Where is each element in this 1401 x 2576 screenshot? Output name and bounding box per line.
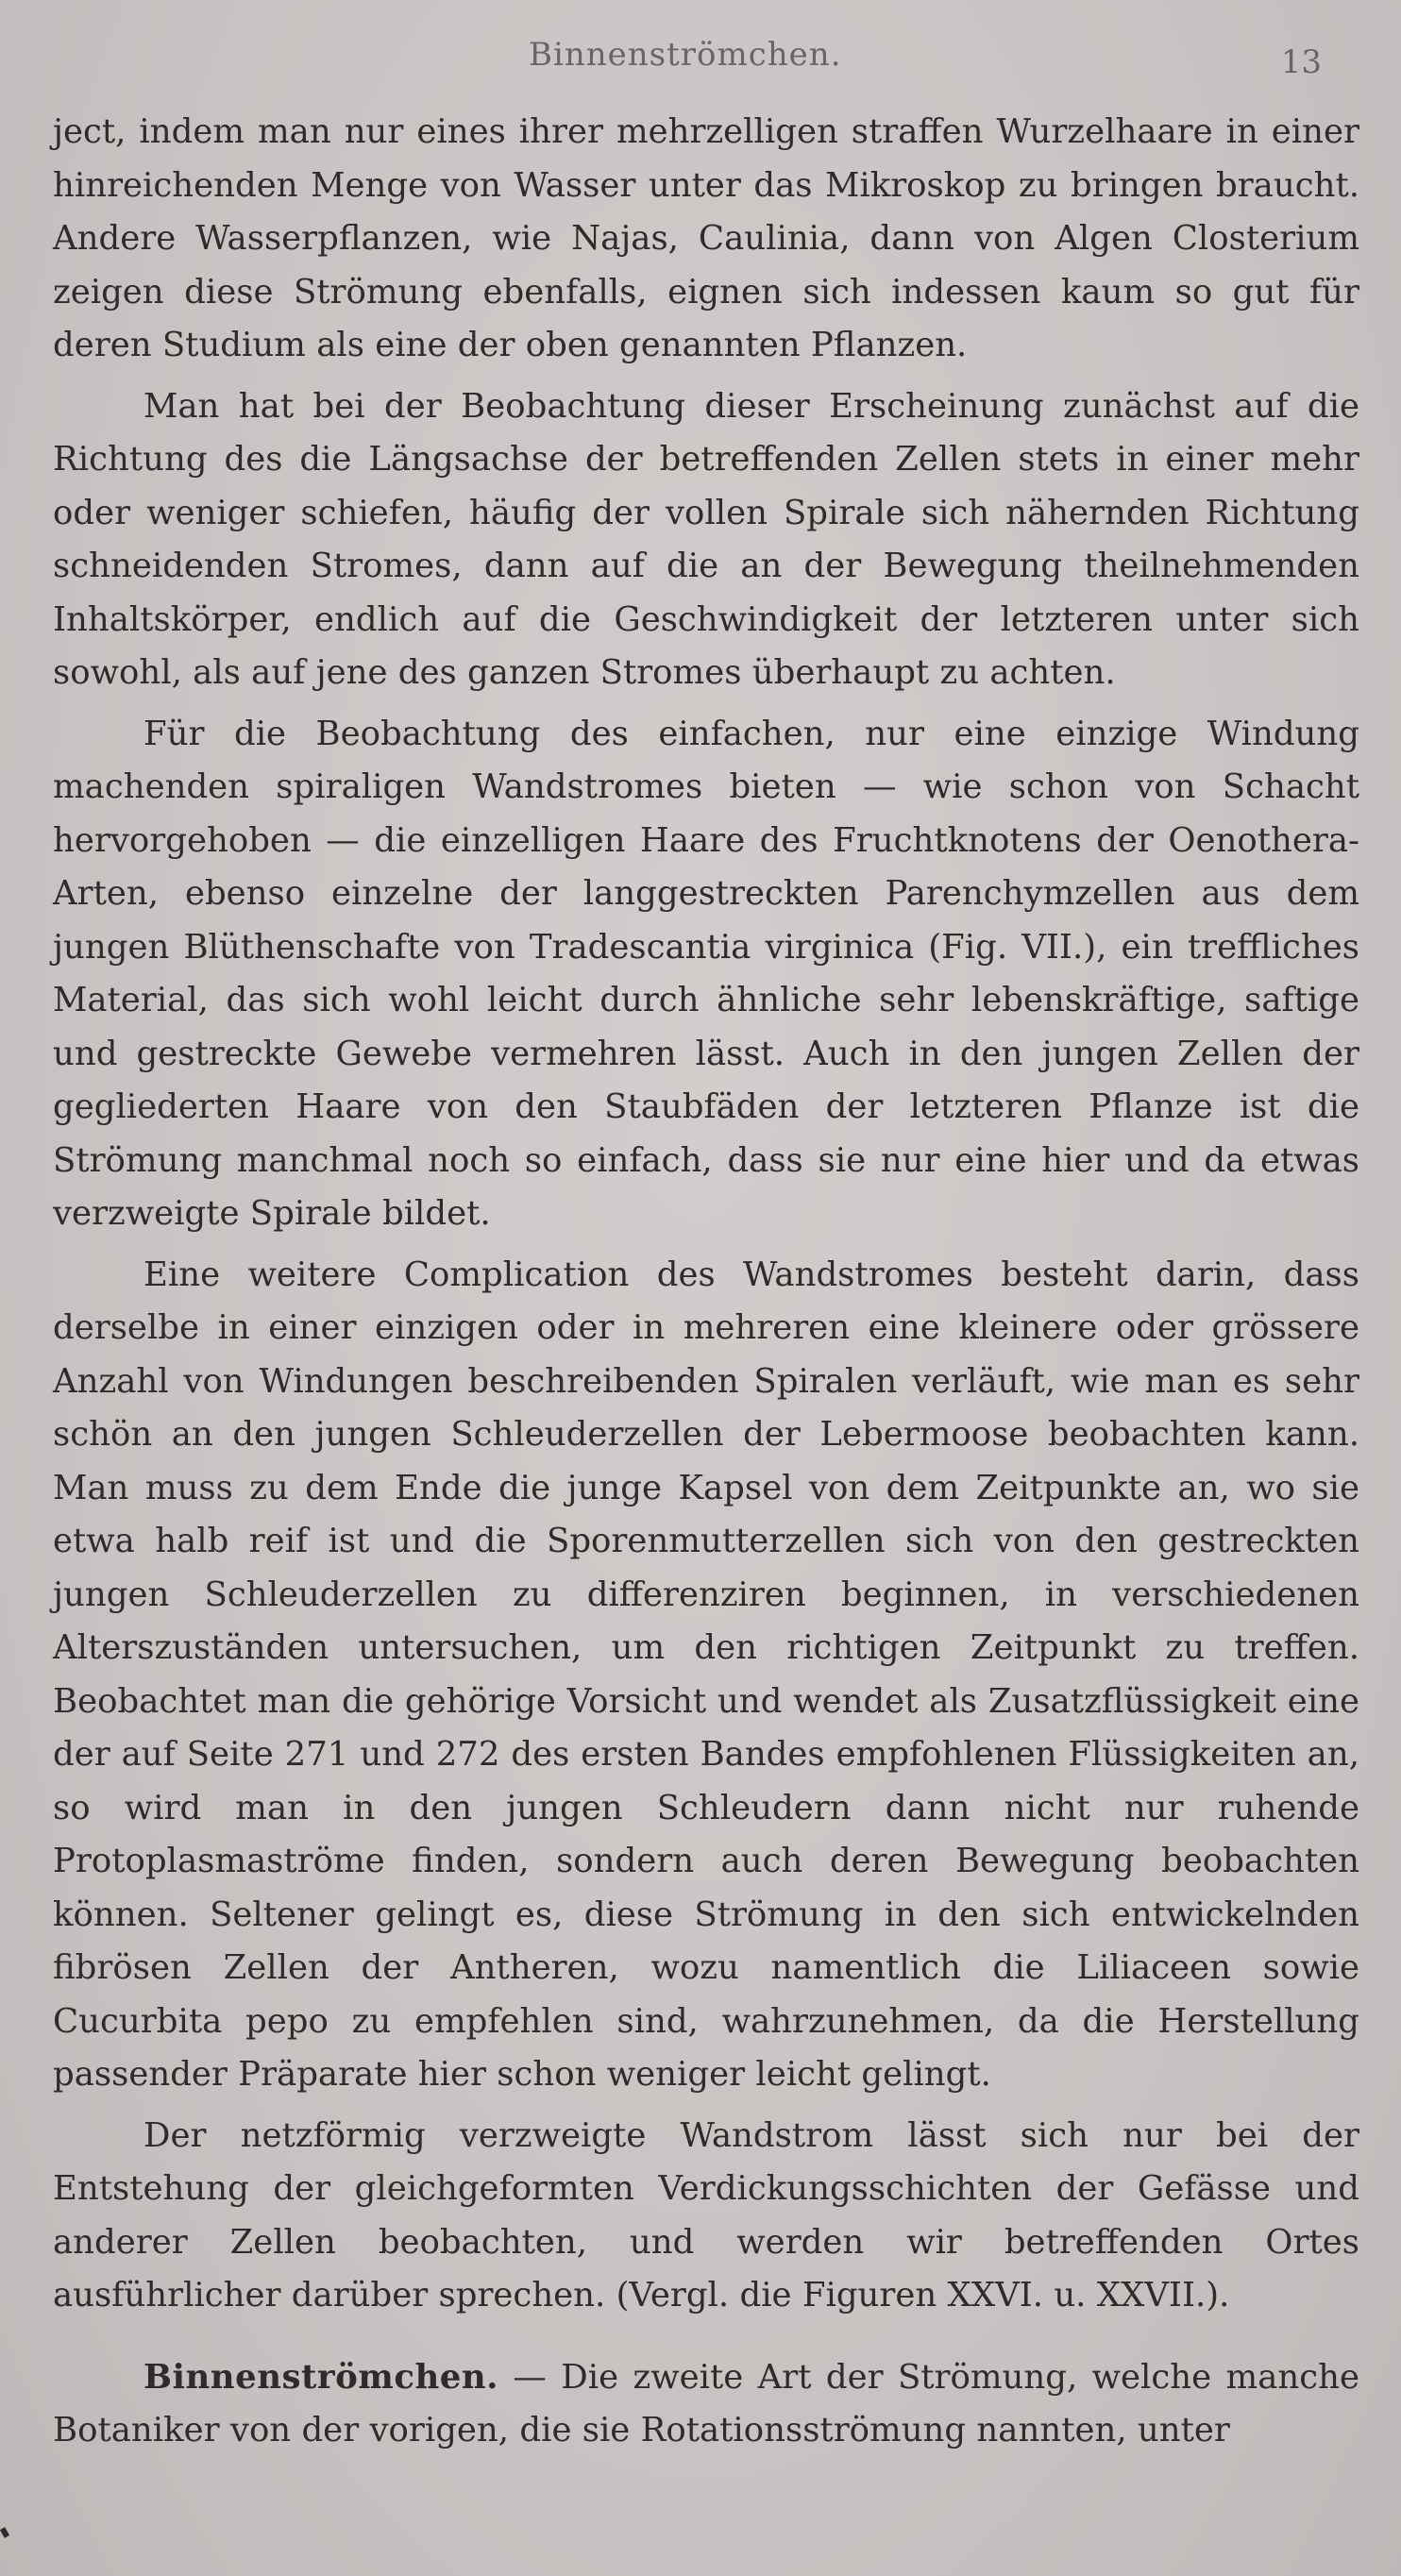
paragraph-continuation: ject, indem man nur eines ihrer mehrzelligen straffen Wurzelhaare in einer hinreichenden Menge von Wasser unter das Mikroskop zu bringen braucht. Andere Wasserpflanzen, wie Najas, Caulinia, dann von Algen Closterium zeigen diese Strömung ebenfalls, eignen sich indessen kaum so gut für deren Studium als eine der oben genannten Pflanzen. (53, 112, 1359, 364)
stray-ink-mark (0, 2527, 9, 2538)
paragraph-net-stream: Der netzförmig verzweigte Wandstrom lässt sich nur bei der Entstehung der gleichgeformten Verdickungsschichten der Gefässe und anderer Zellen beobachten, und werden wir betreffenden Ortes ausführlicher darüber sprechen. (Vergl. die Figuren XXVI. u. XXVII.). (53, 2115, 1359, 2315)
section-paragraph (53, 2351, 1359, 2458)
page-number: 13 (1280, 43, 1322, 81)
paragraph-observation: Man hat bei der Beobachtung dieser Erscheinung zunächst auf die Richtung des die Längsachse der betreffenden Zellen stets in einer mehr oder weniger schiefen, häufig der vollen Spirale sich nähernden Richtung schneidenden Stromes, dann auf die an der Bewegung theilnehmenden Inhaltskörper, endlich auf die Geschwindigkeit der letzteren unter sich sowohl, als auf jene des ganzen Stromes überhaupt zu achten. (53, 386, 1359, 692)
section-title: Binnenströmchen. (143, 2357, 499, 2397)
body-text (53, 106, 1359, 2458)
running-head: Binnenströmchen. (529, 36, 842, 74)
section-text: — Die zweite Art der Strömung, welche manche Botaniker von der vorigen, die sie Rotationsströmung nannten, unter (53, 2357, 1359, 2450)
paragraph-simple-stream: Für die Beobachtung des einfachen, nur eine einzige Windung machenden spiraligen Wandstromes bieten — wie schon von Schacht hervorgehoben — die einzelligen Haare des Fruchtknotens der Oenothera-Arten, ebenso einzelne der langgestreckten Parenchymzellen aus dem jungen Blüthenschafte von Tradescantia virginica (Fig. VII.), ein treffliches Material, das sich wohl leicht durch ähnliche sehr lebenskräftige, saftige und gestreckte Gewebe vermehren lässt. Auch in den jungen Zellen der gegliederten Haare von den Staubfäden der letzteren Pflanze ist die Strömung manchmal noch so einfach, dass sie nur eine hier und da etwas verzweigte Spirale bildet. (53, 714, 1359, 1233)
paragraph-complication: Eine weitere Complication des Wandstromes besteht darin, dass derselbe in einer einzigen oder in mehreren eine kleinere oder grössere Anzahl von Windungen beschreibenden Spiralen verläuft, wie man es sehr schön an den jungen Schleuderzellen der Lebermoose beobachten kann. Man muss zu dem Ende die junge Kapsel von dem Zeitpunkte an, wo sie etwa halb reif ist und die Sporenmutterzellen sich von den gestreckten jungen Schleuderzellen zu differenziren beginnen, in verschiedenen Alterszuständen untersuchen, um den richtigen Zeitpunkt zu treffen. Beobachtet man die gehörige Vorsicht und wendet als Zusatzflüssigkeit eine der auf Seite 271 und 272 des ersten Bandes empfohlenen Flüssigkeiten an, so wird man in den jungen Schleudern dann nicht nur ruhende Protoplasmaströme finden, sondern auch deren Bewegung beobachten können. Seltener gelingt es, diese Strömung in den sich entwickelnden fibrösen Zellen der Antheren, wozu namentlich die Liliaceen sowie Cucurbita pepo zu empfehlen sind, wahrzunehmen, da die Herstellung passender Präparate hier schon weniger leicht gelingt. (53, 1254, 1359, 2094)
